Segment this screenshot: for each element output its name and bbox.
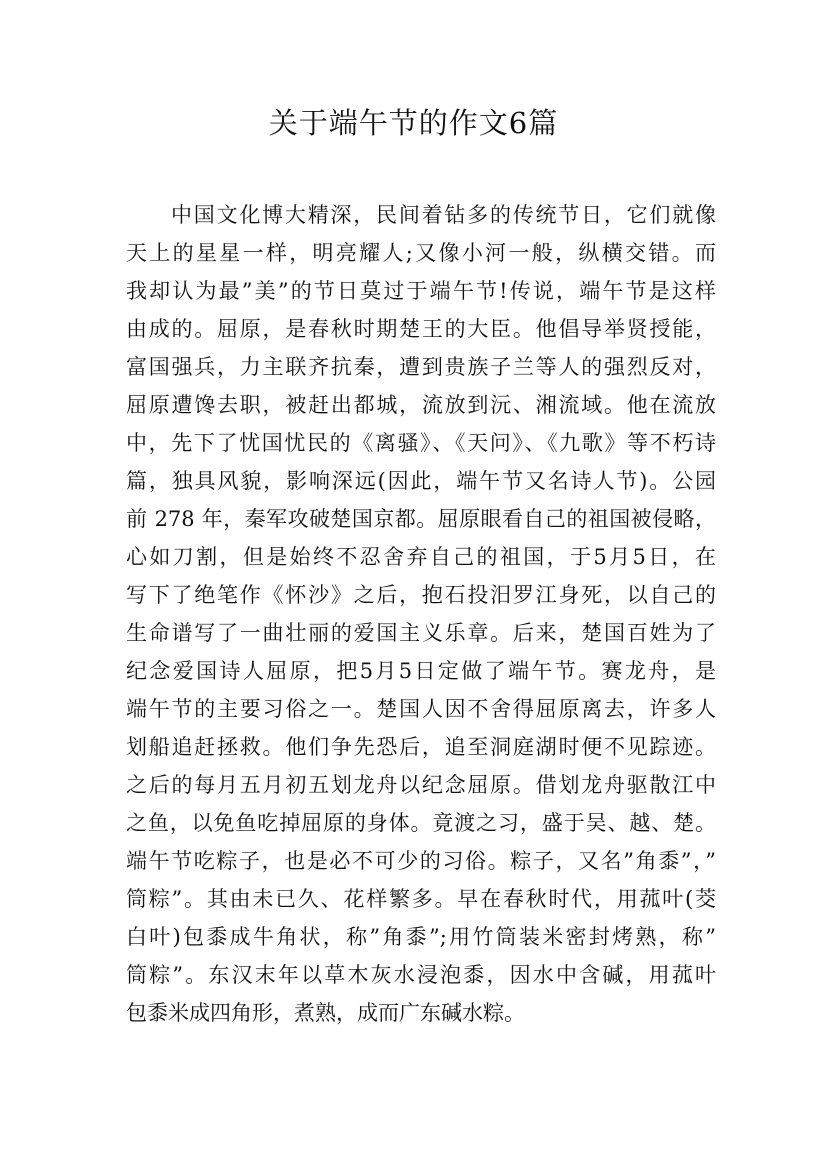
paragraph-line: 由成的。屈原，是春秋时期楚王的大臣。他倡导举贤授能， <box>126 317 716 341</box>
paragraph-line: 端午节的主要习俗之一。楚国人因不舍得屈原离去，许多人 <box>126 697 716 721</box>
paragraph-line: 富国强兵，力主联齐抗秦，遭到贵族子兰等人的强烈反对， <box>126 355 716 379</box>
paragraph-line: 筒粽”。东汉末年以草木灰水浸泡黍，因水中含碱，用菰叶 <box>126 963 716 987</box>
paragraph-line: 我却认为最”美”的节日莫过于端午节!传说，端午节是这样 <box>126 279 716 303</box>
paragraph-line: 之后的每月五月初五划龙舟以纪念屈原。借划龙舟驱散江中 <box>126 773 716 797</box>
paragraph-line: 筒粽”。其由未已久、花样繁多。早在春秋时代，用菰叶(茭 <box>126 887 716 911</box>
document-title: 关于端午节的作文6篇 <box>268 106 559 140</box>
paragraph-line: 包黍米成四角形，煮熟，成而广东碱水粽。 <box>126 1001 525 1025</box>
paragraph-line: 篇，独具风貌，影响深远(因此，端午节又名诗人节)。公园 <box>126 469 716 493</box>
paragraph-line: 前 278 年，秦军攻破楚国京都。屈原眼看自己的祖国被侵略， <box>126 507 716 531</box>
paragraph-line: 写下了绝笔作《怀沙》之后，抱石投汨罗江身死，以自己的 <box>126 583 716 607</box>
paragraph-line: 中国文化博大精深，民间着钻多的传统节日，它们就像 <box>171 203 716 227</box>
paragraph-line: 端午节吃粽子，也是必不可少的习俗。粽子，又名”角黍”，” <box>126 849 716 873</box>
essay-paragraph <box>126 196 716 1032</box>
paragraph-line: 心如刀割，但是始终不忍舍弃自己的祖国，于5月5日，在 <box>126 545 716 569</box>
paragraph-line: 划船追赶拯救。他们争先恐后，追至洞庭湖时便不见踪迹。 <box>126 735 716 759</box>
paragraph-line: 屈原遭馋去职，被赶出都城，流放到沅、湘流域。他在流放 <box>126 393 716 417</box>
paragraph-line: 白叶)包黍成牛角状，称”角黍”;用竹筒装米密封烤熟，称” <box>126 925 716 949</box>
paragraph-line: 之鱼，以免鱼吃掉屈原的身体。竟渡之习，盛于吴、越、楚。 <box>126 811 716 835</box>
paragraph-line: 中，先下了忧国忧民的《离骚》、《天问》、《九歌》等不朽诗 <box>126 431 716 455</box>
paragraph-line: 天上的星星一样，明亮耀人;又像小河一般，纵横交错。而 <box>126 241 716 265</box>
paragraph-line: 生命谱写了一曲壮丽的爱国主义乐章。后来，楚国百姓为了 <box>126 621 716 645</box>
paragraph-line: 纪念爱国诗人屈原，把5月5日定做了端午节。赛龙舟，是 <box>126 659 716 683</box>
